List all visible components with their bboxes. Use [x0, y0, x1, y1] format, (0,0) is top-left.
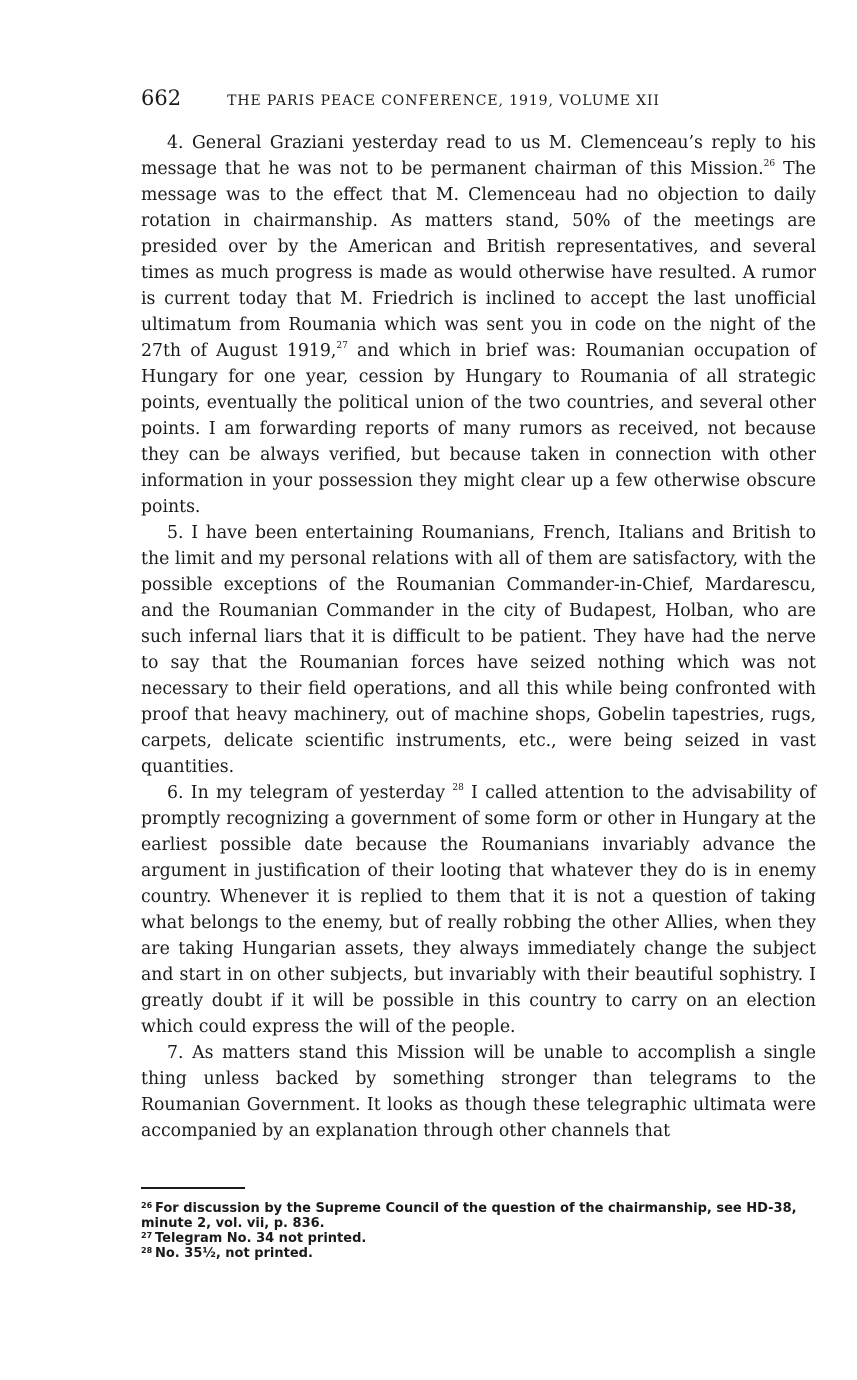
footnote-ref-27: 27: [336, 341, 348, 351]
footnote-26: [141, 1201, 816, 1231]
footnotes: [141, 1201, 816, 1261]
footnote-mark: 26: [141, 1201, 153, 1210]
paragraph-4-part-c: and which in brief was: Roumanian occupation of Hungary for one year, cession by Hungary to Roumania of all strategic points, eventually the political union of the two countries, and several other points. I am forwarding reports of many rumors as received, not because they can be always verified, but because taken in connection with other information in your possession they might clear up a few otherwise obscure points.: [141, 341, 816, 517]
footnote-text: Telegram No. 34 not printed.: [155, 1231, 367, 1246]
paragraph-6-part-a: 6. In my telegram of yesterday: [167, 783, 453, 803]
footnote-text: For discussion by the Supreme Council of the question of the chairmanship, see HD-38, minute 2, vol. vii, p. 836.: [141, 1201, 797, 1231]
footnote-28: [141, 1246, 816, 1261]
footnote-mark: 28: [141, 1246, 153, 1255]
paragraph-4-part-b: The message was to the effect that M. Clemenceau had no objection to daily rotation in chairmanship. As matters stand, 50% of the meetings are presided over by the American and British representatives, and several times as much progress is made as would otherwise have resulted. A rumor is current today that M. Friedrich is inclined to accept the last unofficial ultimatum from Roumania which was sent you in code on the night of the 27th of August 1919,: [141, 159, 816, 361]
footnote-text: No. 35½, not printed.: [155, 1246, 313, 1261]
footnote-27: [141, 1231, 816, 1246]
paragraph-4: [141, 130, 816, 520]
footnote-mark: 27: [141, 1231, 153, 1240]
paragraph-5: 5. I have been entertaining Roumanians, French, Italians and British to the limit and my personal relations with all of them are satisfactory, with the possible exceptions of the Roumanian Commander-in-Chief, Mardarescu, and the Roumanian Commander in the city of Budapest, Holban, who are such infernal liars that it is difficult to be patient. They have had the nerve to say that the Roumanian forces have seized nothing which was not necessary to their field operations, and all this while being confronted with proof that heavy machinery, out of machine shops, Gobelin tapestries, rugs, carpets, delicate scientific instruments, etc., were being seized in vast quantities.: [141, 523, 816, 777]
body-text: [141, 130, 816, 1144]
paragraph-7: 7. As matters stand this Mission will be unable to accomplish a single thing unless backed by something stronger than telegrams to the Roumanian Government. It looks as though these telegraphic ultimata were accompanied by an explanation through other channels that: [141, 1043, 816, 1141]
running-title: THE PARIS PEACE CONFERENCE, 1919, VOLUME XII: [227, 93, 660, 109]
page-number: 662: [141, 86, 182, 110]
paragraph-6: [141, 780, 816, 1040]
footnote-ref-26: 26: [763, 159, 776, 169]
footnote-separator: [141, 1187, 245, 1189]
paragraph-4-part-a: 4. General Graziani yesterday read to us M. Clemenceau’s reply to his message that he was not to be permanent chairman of this Mission.: [141, 133, 816, 179]
paragraph-6-part-b: I called attention to the advisability of promptly recognizing a government of some form or other in Hungary at the earliest possible date because the Roumanians invariably advance the argument in justification of their looting that whatever they do is in enemy country. Whenever it is replied to them that it is not a question of taking what belongs to the enemy, but of really robbing the other Allies, when they are taking Hungarian assets, they always immediately change the subject and start in on other subjects, but invariably with their beautiful sophistry. I greatly doubt if it will be possible in this country to carry on an election which could express the will of the people.: [141, 783, 816, 1037]
footnote-ref-28: 28: [452, 783, 464, 793]
page-header: [141, 86, 816, 116]
